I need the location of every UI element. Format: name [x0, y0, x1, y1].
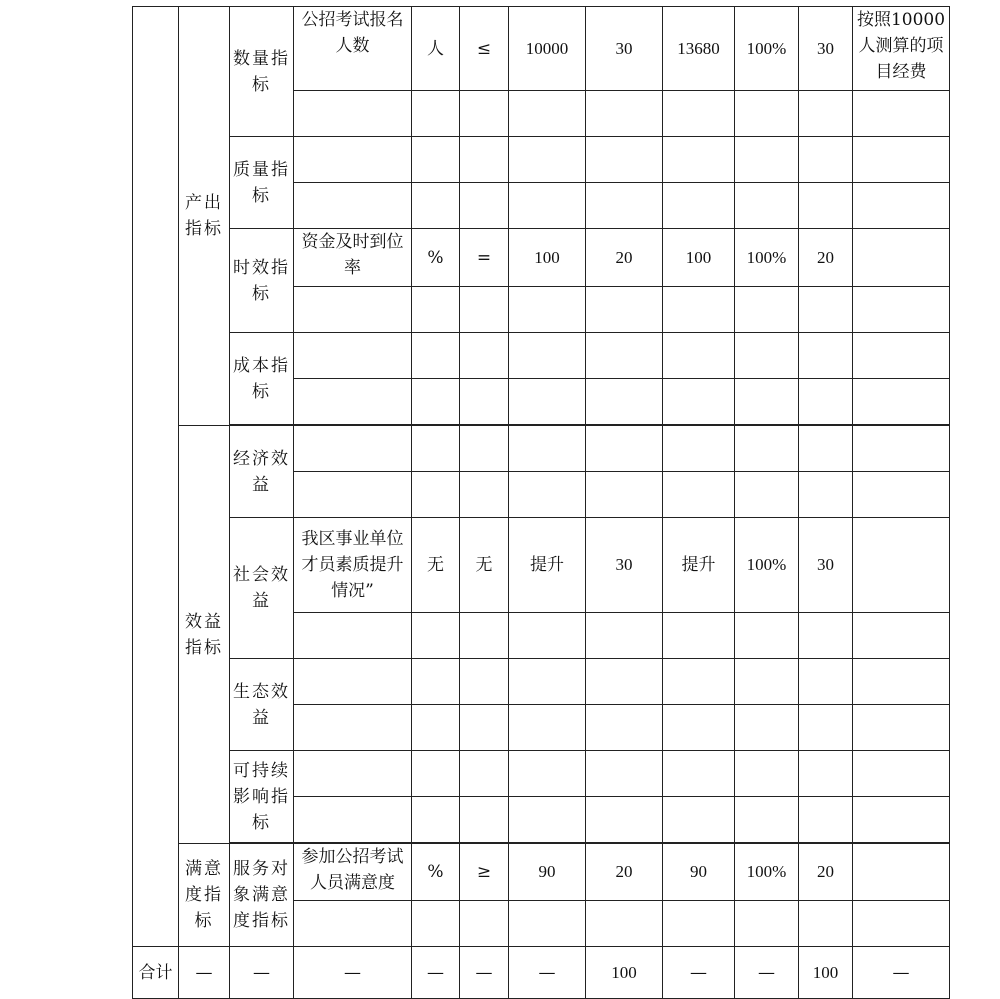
weight-value: 20: [586, 229, 663, 287]
operator-cell: =: [460, 229, 509, 287]
cost-indicator-label: 成本指标: [230, 333, 294, 425]
sustainable-impact-label: 可持续影响指标: [230, 751, 294, 843]
note-cell: [853, 844, 950, 901]
completion-rate: 100%: [735, 518, 799, 613]
indicator-name: 我区事业单位才员素质提升情况”: [294, 518, 412, 613]
indicator-name: 公招考试报名人数: [294, 7, 412, 91]
note-cell: [853, 229, 950, 287]
operator-cell: ≤: [460, 7, 509, 91]
dash-cell: —: [663, 947, 735, 999]
table-row: [133, 751, 950, 797]
dash-cell: —: [509, 947, 586, 999]
table-row: [133, 7, 950, 91]
quality-indicator-label: 质量指标: [230, 137, 294, 229]
unit-cell: %: [412, 844, 460, 901]
note-cell: [853, 518, 950, 613]
dash-cell: —: [412, 947, 460, 999]
table-row: [133, 426, 950, 472]
performance-indicator-table: [132, 6, 950, 999]
target-value: 90: [509, 844, 586, 901]
completion-rate: 100%: [735, 844, 799, 901]
satisfaction-indicator-category: 满意度指标: [179, 844, 230, 947]
completion-rate: 100%: [735, 229, 799, 287]
table-row: [133, 844, 950, 901]
table-row: [133, 518, 950, 613]
social-benefit-label: 社会效益: [230, 518, 294, 659]
dash-cell: —: [230, 947, 294, 999]
indicator-name: 参加公招考试人员满意度: [294, 844, 412, 901]
total-row: [133, 947, 950, 999]
operator-cell: ≥: [460, 844, 509, 901]
unit-cell: 人: [412, 7, 460, 91]
table-row: [133, 229, 950, 287]
dash-cell: —: [853, 947, 950, 999]
weight-value: 30: [586, 7, 663, 91]
benefit-indicator-category: 效益指标: [179, 426, 230, 844]
quantity-indicator-label: 数量指标: [230, 7, 294, 137]
score-value: 30: [799, 518, 853, 613]
score-value: 20: [799, 229, 853, 287]
weight-value: 30: [586, 518, 663, 613]
ecological-benefit-label: 生态效益: [230, 659, 294, 751]
dash-cell: —: [294, 947, 412, 999]
score-value: 30: [799, 7, 853, 91]
unit-cell: 无: [412, 518, 460, 613]
table-row: [133, 137, 950, 183]
unit-cell: %: [412, 229, 460, 287]
target-value: 10000: [509, 7, 586, 91]
operator-cell: 无: [460, 518, 509, 613]
target-value: 提升: [509, 518, 586, 613]
target-value: 100: [509, 229, 586, 287]
table-row: [133, 659, 950, 705]
dash-cell: —: [735, 947, 799, 999]
score-value: 20: [799, 844, 853, 901]
actual-value: 提升: [663, 518, 735, 613]
actual-value: 90: [663, 844, 735, 901]
note-cell: 按照10000人测算的项目经费: [853, 7, 950, 91]
output-indicator-category: 产出指标: [179, 7, 230, 426]
completion-rate: 100%: [735, 7, 799, 91]
timeliness-indicator-label: 时效指标: [230, 229, 294, 333]
economic-benefit-label: 经济效益: [230, 426, 294, 518]
dash-cell: —: [460, 947, 509, 999]
service-satisfaction-label: 服务对象满意度指标: [230, 844, 294, 947]
level1-blank-cell: [133, 7, 179, 947]
actual-value: 100: [663, 229, 735, 287]
indicator-name: 资金及时到位率: [294, 229, 412, 287]
dash-cell: —: [179, 947, 230, 999]
weight-value: 20: [586, 844, 663, 901]
actual-value: 13680: [663, 7, 735, 91]
score-total: 100: [799, 947, 853, 999]
total-label: 合计: [133, 947, 179, 999]
weight-total: 100: [586, 947, 663, 999]
table-row: [133, 333, 950, 379]
